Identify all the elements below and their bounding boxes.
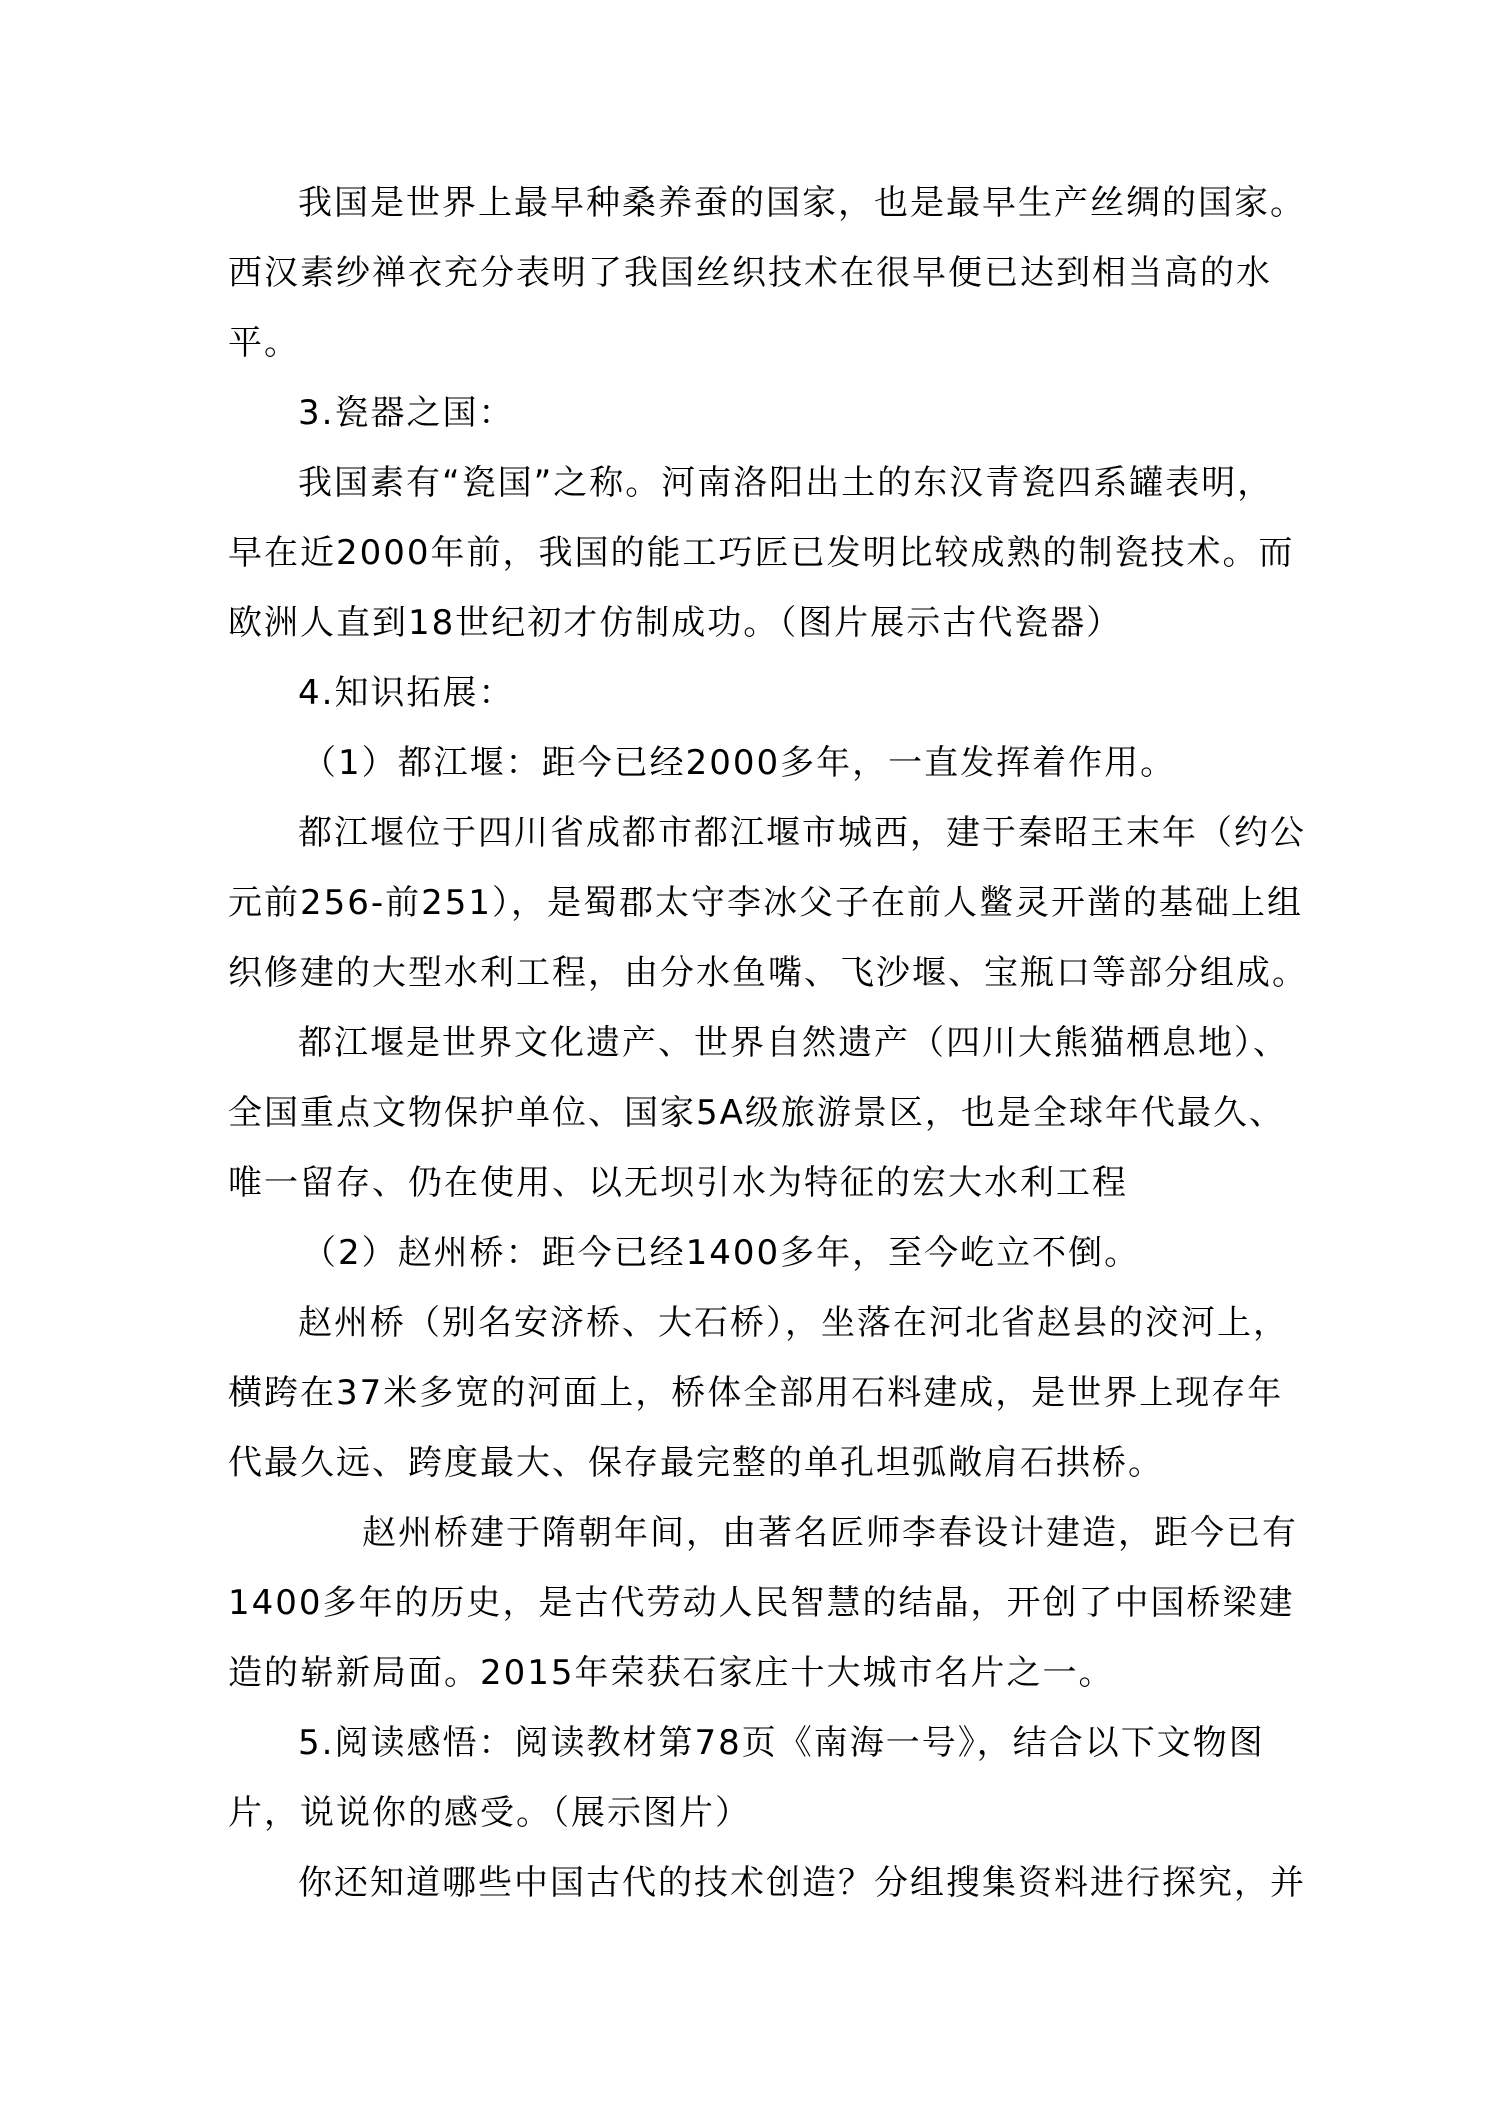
text-line: 平。	[228, 323, 300, 363]
text-line: 全国重点文物保护单位、国家5A级旅游景区，也是全球年代最久、	[228, 1093, 1285, 1133]
text-line: 早在近2000年前，我国的能工巧匠已发明比较成熟的制瓷技术。而	[228, 533, 1295, 573]
text-line: 欧洲人直到18世纪初才仿制成功。（图片展示古代瓷器）	[228, 603, 1123, 643]
text-line: 唯一留存、仍在使用、以无坝引水为特征的宏大水利工程	[228, 1163, 1128, 1203]
section-heading: 5.阅读感悟：阅读教材第78页《南海一号》，结合以下文物图	[298, 1723, 1265, 1763]
section-heading: 3.瓷器之国：	[298, 393, 515, 433]
text-line: 都江堰位于四川省成都市都江堰市城西，建于秦昭王末年（约公	[298, 813, 1306, 853]
text-line: 赵州桥建于隋朝年间，由著名匠师李春设计建造，距今已有	[362, 1513, 1298, 1553]
text-line: 片，说说你的感受。（展示图片）	[228, 1793, 751, 1833]
text-line: 我国素有“瓷国”之称。河南洛阳出土的东汉青瓷四系罐表明，	[298, 463, 1274, 503]
subsection-heading: （2）赵州桥：距今已经1400多年，至今屹立不倒。	[302, 1233, 1141, 1273]
text-line: 造的崭新局面。2015年荣获石家庄十大城市名片之一。	[228, 1653, 1115, 1693]
text-line: 西汉素纱禅衣充分表明了我国丝织技术在很早便已达到相当高的水	[228, 253, 1272, 293]
text-line: 都江堰是世界文化遗产、世界自然遗产（四川大熊猫栖息地）、	[298, 1023, 1289, 1063]
section-heading: 4.知识拓展：	[298, 673, 515, 713]
text-line: 赵州桥（别名安济桥、大石桥），坐落在河北省赵县的洨河上，	[298, 1303, 1289, 1343]
text-line: 横跨在37米多宽的河面上，桥体全部用石料建成，是世界上现存年	[228, 1373, 1284, 1413]
subsection-heading: （1）都江堰：距今已经2000多年，一直发挥着作用。	[302, 743, 1177, 783]
text-line: 1400多年的历史，是古代劳动人民智慧的结晶，开创了中国桥梁建	[228, 1583, 1295, 1623]
text-line: 我国是世界上最早种桑养蚕的国家，也是最早生产丝绸的国家。	[298, 183, 1306, 223]
text-line: 织修建的大型水利工程，由分水鱼嘴、飞沙堰、宝瓶口等部分组成。	[228, 953, 1308, 993]
text-line: 你还知道哪些中国古代的技术创造？分组搜集资料进行探究，并	[298, 1863, 1306, 1903]
text-line: 代最久远、跨度最大、保存最完整的单孔坦弧敞肩石拱桥。	[228, 1443, 1164, 1483]
text-line: 元前256-前251），是蜀郡太守李冰父子在前人鳖灵开凿的基础上组	[228, 883, 1304, 923]
